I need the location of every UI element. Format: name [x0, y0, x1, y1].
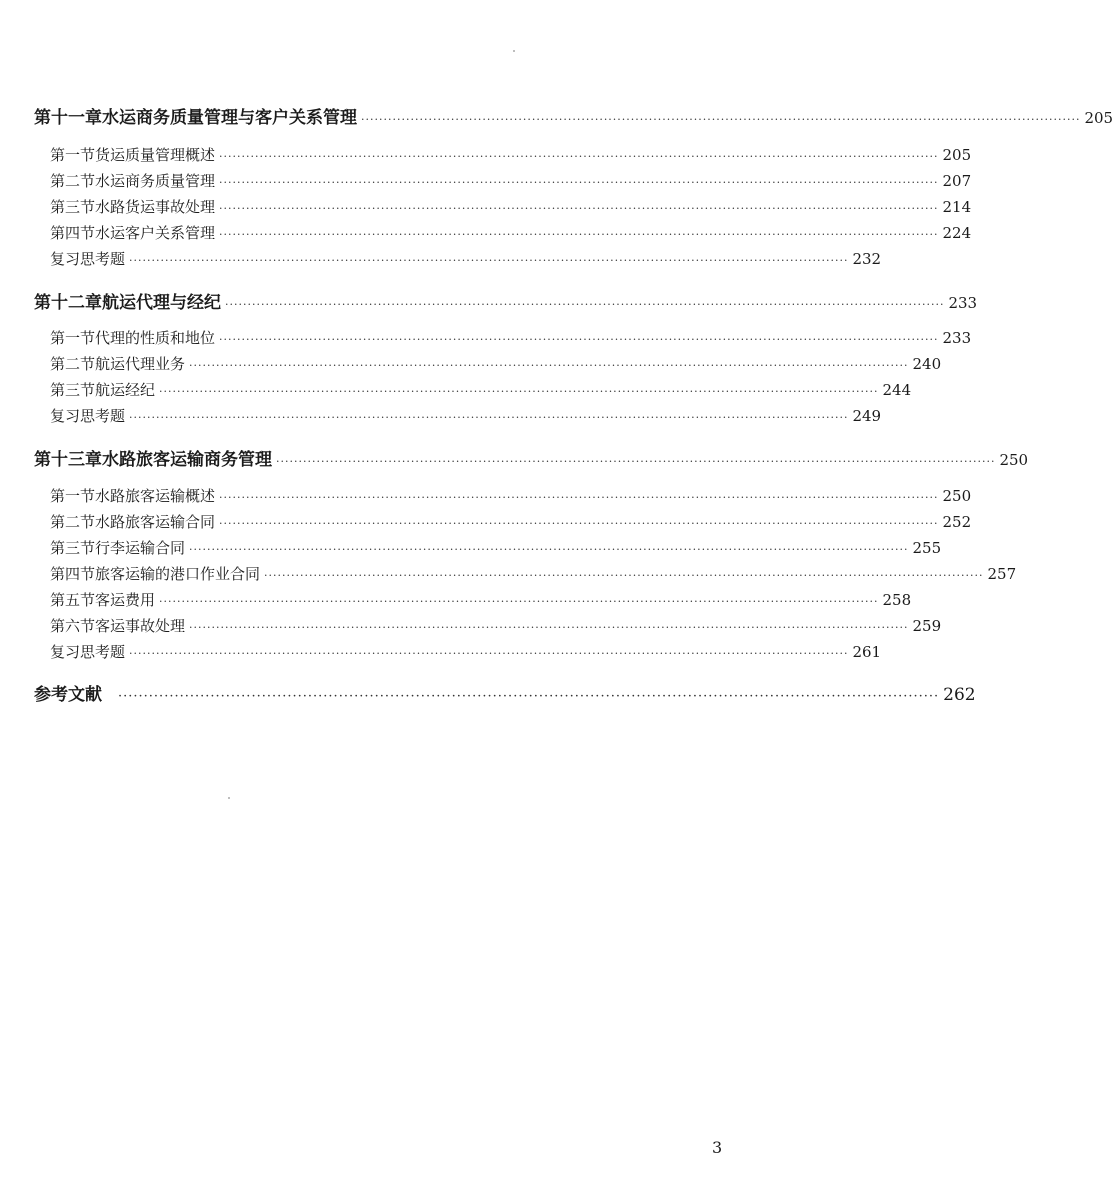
toc-entry-title: 客运事故处理: [95, 617, 186, 635]
toc-entry-number: 第五节: [50, 591, 96, 609]
toc-entry-number: 第六节: [50, 617, 96, 635]
scan-speck: [228, 797, 230, 799]
dot-leader: ································································································································································: [189, 359, 909, 372]
scan-speck: [513, 50, 515, 52]
toc-section-row: [50, 485, 972, 506]
toc-entry-number: 第一节: [50, 146, 96, 164]
toc-section-row: [50, 537, 942, 558]
toc-entry-number: 第二节: [50, 513, 96, 531]
dot-leader: ································································································································································: [219, 517, 939, 530]
toc-entry-title: 参考文献: [34, 685, 102, 705]
toc-entry-number: 第一节: [50, 329, 96, 347]
dot-leader: ································································································································································: [219, 491, 939, 504]
toc-review-row: [50, 405, 882, 426]
toc-section-row: [50, 563, 1017, 584]
toc-entry-title: 复习思考题: [50, 407, 126, 425]
toc-section-row: [50, 589, 912, 610]
toc-entry-title: 水运商务质量管理与客户关系管理: [102, 108, 357, 128]
dot-leader: ································································································································································: [189, 543, 909, 556]
toc-entry-title: 水运商务质量管理: [95, 172, 216, 190]
toc-entry-page: 240: [912, 355, 942, 373]
toc-section-row: [50, 222, 972, 243]
toc-section-row: [50, 511, 972, 532]
dot-leader: ································································································································································: [219, 228, 939, 241]
toc-section-row: [50, 144, 972, 165]
toc-entry-number: 第三节: [50, 539, 96, 557]
toc-entry-title: 复习思考题: [50, 643, 126, 661]
toc-entry-page: 258: [882, 591, 912, 609]
toc-entry-title: 水路货运事故处理: [95, 198, 216, 216]
toc-entry-number: 第四节: [50, 565, 96, 583]
toc-entry-page: 250: [999, 451, 1029, 469]
toc-section-row: [50, 615, 942, 636]
toc-entry-number: 第二节: [50, 355, 96, 373]
toc-references-row: [34, 680, 976, 705]
dot-leader: ································································································································································: [129, 411, 849, 424]
toc-entry-title: 水路旅客运输合同: [95, 513, 216, 531]
toc-chapter-row: [34, 288, 978, 313]
toc-entry-title: 旅客运输的港口作业合同: [95, 565, 261, 583]
toc-section-row: [50, 379, 912, 400]
toc-entry-number: 第十一章: [34, 108, 102, 128]
toc-section-row: [50, 327, 972, 348]
page-number: 3: [712, 1138, 723, 1157]
toc-entry-page: 232: [852, 250, 882, 268]
toc-entry-number: 第十三章: [34, 450, 102, 470]
toc-review-row: [50, 641, 882, 662]
toc-entry-number: 第十二章: [34, 293, 102, 313]
toc-entry-page: 250: [942, 487, 972, 505]
toc-entry-title: 复习思考题: [50, 250, 126, 268]
toc-entry-page: 249: [852, 407, 882, 425]
toc-entry-page: 224: [942, 224, 972, 242]
toc-chapter-row: [34, 445, 1029, 470]
toc-entry-page: 244: [882, 381, 912, 399]
toc-entry-page: 205: [1084, 109, 1113, 127]
toc-review-row: [50, 248, 882, 269]
toc-entry-title: 航运代理业务: [95, 355, 186, 373]
toc-entry-title: 货运质量管理概述: [95, 146, 216, 164]
toc-entry-page: 207: [942, 172, 972, 190]
toc-entry-page: 261: [852, 643, 882, 661]
toc-entry-title: 航运代理与经纪: [102, 293, 221, 313]
toc-entry-number: 第一节: [50, 487, 96, 505]
dot-leader: ································································································································································: [118, 689, 940, 704]
toc-entry-number: 第四节: [50, 224, 96, 242]
dot-leader: ································································································································································: [189, 621, 909, 634]
toc-entry-number: 第三节: [50, 381, 96, 399]
toc-entry-page: 262: [943, 685, 976, 705]
toc-chapter-row: [34, 103, 1113, 128]
toc-entry-page: 255: [912, 539, 942, 557]
dot-leader: ································································································································································: [159, 385, 879, 398]
toc-section-row: [50, 353, 942, 374]
toc-section-row: [50, 170, 972, 191]
dot-leader: ································································································································································: [219, 202, 939, 215]
dot-leader: ································································································································································: [129, 254, 849, 267]
toc-entry-title: 航运经纪: [95, 381, 156, 399]
toc-entry-page: 214: [942, 198, 972, 216]
toc-entry-page: 233: [948, 294, 978, 312]
toc-entry-title: 水路旅客运输概述: [95, 487, 216, 505]
dot-leader: ································································································································································: [219, 176, 939, 189]
toc-entry-title: 行李运输合同: [95, 539, 186, 557]
toc-entry-title: 代理的性质和地位: [95, 329, 216, 347]
dot-leader: ································································································································································: [159, 595, 879, 608]
toc-entry-title: 水路旅客运输商务管理: [102, 450, 272, 470]
dot-leader: ································································································································································: [276, 455, 996, 468]
toc-entry-page: 205: [942, 146, 972, 164]
toc-entry-page: 259: [912, 617, 942, 635]
toc-entry-page: 252: [942, 513, 972, 531]
toc-entry-page: 257: [987, 565, 1017, 583]
toc-entry-title: 水运客户关系管理: [95, 224, 216, 242]
dot-leader: ································································································································································: [264, 569, 984, 582]
toc-entry-number: 第二节: [50, 172, 96, 190]
dot-leader: ································································································································································: [361, 113, 1081, 126]
toc-entry-number: 第三节: [50, 198, 96, 216]
toc-section-row: [50, 196, 972, 217]
dot-leader: ································································································································································: [225, 298, 945, 311]
dot-leader: ································································································································································: [129, 647, 849, 660]
dot-leader: ································································································································································: [219, 333, 939, 346]
toc-entry-page: 233: [942, 329, 972, 347]
dot-leader: ································································································································································: [219, 150, 939, 163]
toc-entry-title: 客运费用: [95, 591, 156, 609]
